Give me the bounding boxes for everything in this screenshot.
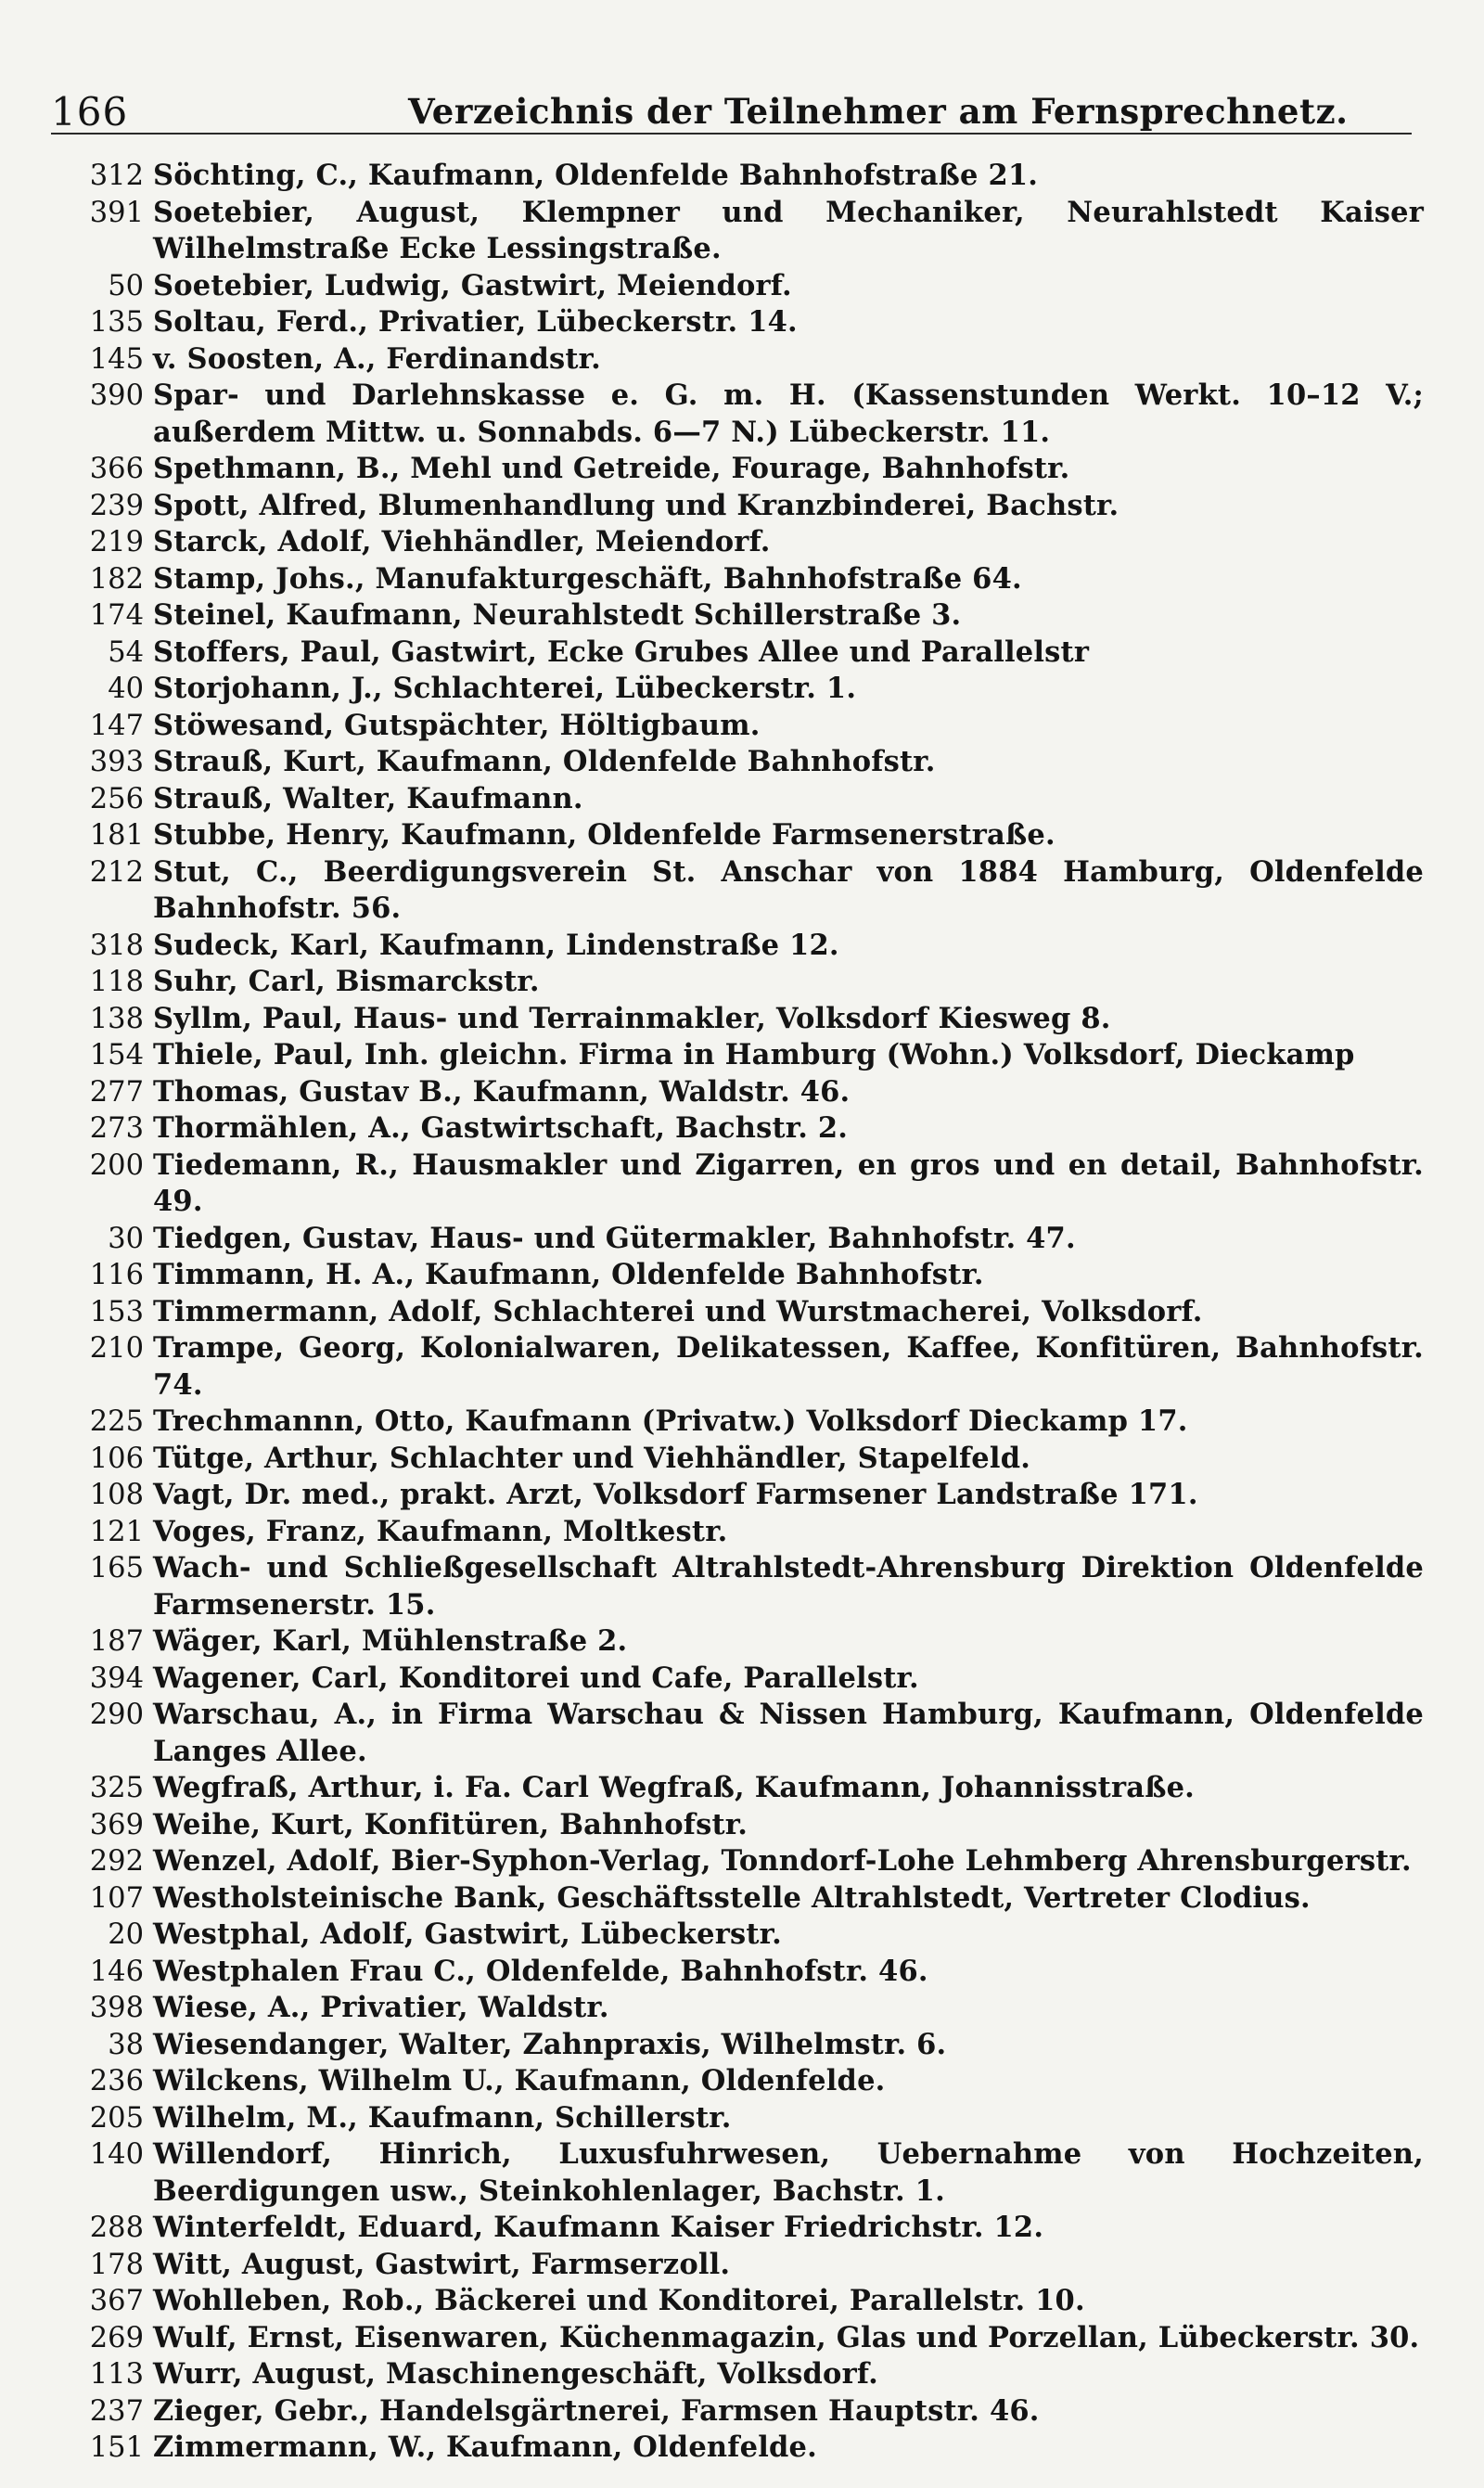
subscriber-entry: Tütge, Arthur, Schlachter und Viehhändler, Stapelfeld. xyxy=(153,1441,1031,1475)
list-item xyxy=(51,1550,1434,1623)
subscriber-number: 174 xyxy=(89,599,144,632)
subscriber-number: 225 xyxy=(89,1405,144,1438)
subscriber-entry: Thormählen, A., Gastwirtschaft, Bachstr. 2. xyxy=(153,1111,849,1145)
subscriber-number: 54 xyxy=(108,635,144,669)
subscriber-number: 256 xyxy=(89,782,144,815)
subscriber-entry: Strauß, Kurt, Kaufmann, Oldenfelde Bahnhofstr. xyxy=(153,745,936,778)
subscriber-number: 292 xyxy=(89,1845,144,1878)
subscriber-number: 325 xyxy=(89,1772,144,1804)
subscriber-number: 219 xyxy=(89,526,144,558)
subscriber-entry: Wohlleben, Rob., Bäckerei und Konditorei, Parallelstr. 10. xyxy=(153,2284,1085,2317)
list-item xyxy=(51,524,1424,561)
page-number: 166 xyxy=(51,89,129,135)
list-item xyxy=(51,854,1434,928)
list-item xyxy=(51,1294,1424,1331)
list-item xyxy=(51,597,1424,635)
list-item xyxy=(51,2430,1424,2467)
subscriber-number: 236 xyxy=(89,2065,144,2097)
subscriber-number: 391 xyxy=(89,196,144,229)
subscriber-entry: Witt, August, Gastwirt, Farmserzoll. xyxy=(153,2247,731,2281)
subscriber-entry: Steinel, Kaufmann, Neurahlstedt Schillerstraße 3. xyxy=(153,598,962,632)
subscriber-entry: Spar- und Darlehnskasse e. G. m. H. (Kassenstunden Werkt. 10–12 V.; außerdem Mittw. u. Sonnabds. 6—7 N.) Lübeckerstr. 11. xyxy=(153,378,1434,449)
subscriber-number: 182 xyxy=(89,562,144,596)
subscriber-entry: Voges, Franz, Kaufmann, Moltkestr. xyxy=(153,1514,728,1548)
subscriber-entry: Wilhelm, M., Kaufmann, Schillerstr. xyxy=(153,2100,732,2135)
subscriber-entry: Zimmermann, W., Kaufmann, Oldenfelde. xyxy=(153,2430,817,2464)
list-item xyxy=(51,1661,1424,1698)
subscriber-entry: Stoffers, Paul, Gastwirt, Ecke Grubes Allee und Parallelstr xyxy=(153,635,1090,669)
list-item xyxy=(51,1001,1424,1038)
list-item xyxy=(51,1037,1424,1074)
subscriber-entry: Wegfraß, Arthur, i. Fa. Carl Wegfraß, Kaufmann, Johannisstraße. xyxy=(153,1771,1195,1804)
subscriber-number: 153 xyxy=(89,1295,144,1328)
list-item xyxy=(51,671,1424,708)
list-item xyxy=(51,1623,1424,1661)
subscriber-number: 312 xyxy=(89,160,144,192)
subscriber-number: 277 xyxy=(89,1075,144,1109)
list-item xyxy=(51,2063,1424,2100)
subscriber-entry: Wenzel, Adolf, Bier-Syphon-Verlag, Tonndorf-Lohe Lehmberg Ahrensburgerstr. xyxy=(153,1844,1412,1878)
list-item xyxy=(51,635,1424,672)
list-item xyxy=(51,2027,1424,2064)
subscriber-number: 106 xyxy=(89,1442,144,1475)
subscriber-number: 50 xyxy=(108,269,144,302)
subscriber-number: 140 xyxy=(89,2138,144,2171)
subscriber-number: 147 xyxy=(89,709,144,742)
list-item xyxy=(51,304,1424,341)
subscriber-list xyxy=(51,158,1434,2467)
subscriber-number: 108 xyxy=(89,1479,144,1511)
list-item xyxy=(51,1148,1434,1221)
list-item xyxy=(51,1807,1424,1844)
list-item xyxy=(51,1990,1424,2027)
list-item xyxy=(51,268,1424,305)
subscriber-number: 200 xyxy=(89,1148,144,1182)
subscriber-entry: Timmann, H. A., Kaufmann, Oldenfelde Bahnhofstr. xyxy=(153,1258,984,1291)
list-item xyxy=(51,488,1424,525)
list-item xyxy=(51,1514,1424,1551)
subscriber-number: 212 xyxy=(89,855,144,889)
subscriber-entry: Wach- und Schließgesellschaft Altrahlstedt-Ahrensburg Direktion Oldenfelde Farmsenerstr. 15. xyxy=(153,1551,1434,1622)
list-item xyxy=(51,2136,1434,2210)
subscriber-number: 138 xyxy=(89,1002,144,1035)
subscriber-number: 135 xyxy=(89,306,144,339)
subscriber-entry: Wiesendanger, Walter, Zahnpraxis, Wilhelmstr. 6. xyxy=(153,2027,947,2061)
list-item xyxy=(51,1954,1424,1991)
list-item xyxy=(51,378,1434,451)
subscriber-number: 121 xyxy=(89,1515,144,1548)
list-item xyxy=(51,451,1424,488)
list-item xyxy=(51,195,1434,268)
subscriber-entry: Syllm, Paul, Haus- und Terrainmakler, Volksdorf Kiesweg 8. xyxy=(153,1001,1111,1035)
subscriber-entry: Stubbe, Henry, Kaufmann, Oldenfelde Farmsenerstraße. xyxy=(153,818,1055,852)
subscriber-entry: Stamp, Johs., Manufakturgeschäft, Bahnhofstraße 64. xyxy=(153,561,1022,596)
list-item xyxy=(51,2320,1424,2357)
list-item xyxy=(51,158,1424,195)
subscriber-entry: Spott, Alfred, Blumenhandlung und Kranzbinderei, Bachstr. xyxy=(153,488,1119,522)
list-item xyxy=(51,1843,1424,1880)
header-rule xyxy=(51,133,1412,135)
subscriber-number: 367 xyxy=(89,2285,144,2317)
subscriber-number: 239 xyxy=(89,489,144,522)
subscriber-entry: Winterfeldt, Eduard, Kaufmann Kaiser Friedrichstr. 12. xyxy=(153,2211,1044,2244)
subscriber-entry: Spethmann, B., Mehl und Getreide, Fourage, Bahnhofstr. xyxy=(153,452,1070,485)
subscriber-entry: Söchting, C., Kaufmann, Oldenfelde Bahnhofstraße 21. xyxy=(153,159,1039,192)
list-item xyxy=(51,2393,1424,2430)
subscriber-entry: Stut, C., Beerdigungsverein St. Anschar von 1884 Hamburg, Oldenfelde Bahnhofstr. 56. xyxy=(153,854,1434,925)
subscriber-entry: Westphalen Frau C., Oldenfelde, Bahnhofstr. 46. xyxy=(153,1954,928,1988)
subscriber-entry: Trechmannn, Otto, Kaufmann (Privatw.) Volksdorf Dieckamp 17. xyxy=(153,1404,1188,1438)
list-item xyxy=(51,708,1424,745)
subscriber-entry: Westholsteinische Bank, Geschäftsstelle Altrahlstedt, Vertreter Clodius. xyxy=(153,1880,1311,1915)
subscriber-entry: Westphal, Adolf, Gastwirt, Lübeckerstr. xyxy=(153,1917,782,1951)
subscriber-number: 288 xyxy=(89,2212,144,2244)
subscriber-number: 20 xyxy=(108,1918,144,1951)
page-header xyxy=(51,82,1412,134)
subscriber-entry: Thomas, Gustav B., Kaufmann, Waldstr. 46. xyxy=(153,1074,851,1109)
subscriber-number: 145 xyxy=(89,342,144,376)
subscriber-number: 369 xyxy=(89,1808,144,1841)
subscriber-entry: Wagener, Carl, Konditorei und Cafe, Parallelstr. xyxy=(153,1661,919,1695)
subscriber-entry: Stöwesand, Gutspächter, Höltigbaum. xyxy=(153,708,761,742)
list-item xyxy=(51,2356,1424,2393)
subscriber-entry: Soltau, Ferd., Privatier, Lübeckerstr. 14. xyxy=(153,305,798,339)
subscriber-entry: Timmermann, Adolf, Schlachterei und Wurstmacherei, Volksdorf. xyxy=(153,1294,1203,1328)
list-item xyxy=(51,2283,1424,2320)
subscriber-entry: Warschau, A., in Firma Warschau & Nissen Hamburg, Kaufmann, Oldenfelde Langes Allee. xyxy=(153,1698,1434,1768)
subscriber-entry: Weihe, Kurt, Konfitüren, Bahnhofstr. xyxy=(153,1807,748,1841)
subscriber-number: 187 xyxy=(89,1625,144,1658)
subscriber-entry: Willendorf, Hinrich, Luxusfuhrwesen, Uebernahme von Hochzeiten, Beerdigungen usw., Steinkohlenlager, Bachstr. 1. xyxy=(153,2137,1434,2208)
subscriber-number: 178 xyxy=(89,2248,144,2281)
list-item xyxy=(51,1880,1424,1917)
list-item xyxy=(51,1257,1424,1294)
subscriber-number: 40 xyxy=(108,673,144,705)
subscriber-entry: Wulf, Ernst, Eisenwaren, Küchenmagazin, Glas und Porzellan, Lübeckerstr. 30. xyxy=(153,2320,1420,2354)
list-item xyxy=(51,744,1424,781)
list-item xyxy=(51,781,1424,818)
subscriber-number: 107 xyxy=(89,1881,144,1915)
subscriber-number: 366 xyxy=(89,453,144,485)
subscriber-number: 38 xyxy=(108,2028,144,2061)
subscriber-number: 210 xyxy=(89,1332,144,1365)
subscriber-entry: Tiedemann, R., Hausmakler und Zigarren, en gros und en detail, Bahnhofstr. 49. xyxy=(153,1148,1434,1218)
subscriber-number: 393 xyxy=(89,746,144,778)
list-item xyxy=(51,1477,1424,1514)
subscriber-number: 154 xyxy=(89,1039,144,1071)
page-title: Verzeichnis der Teilnehmer am Fernsprechnetz. xyxy=(408,91,1349,132)
subscriber-number: 390 xyxy=(89,379,144,412)
list-item xyxy=(51,561,1424,598)
subscriber-entry: Soetebier, Ludwig, Gastwirt, Meiendorf. xyxy=(153,268,792,302)
subscriber-number: 113 xyxy=(89,2358,144,2391)
subscriber-entry: Vagt, Dr. med., prakt. Arzt, Volksdorf Farmsener Landstraße 171. xyxy=(153,1478,1198,1511)
subscriber-entry: Wurr, August, Maschinengeschäft, Volksdorf. xyxy=(153,2357,878,2391)
subscriber-number: 118 xyxy=(89,966,144,998)
subscriber-number: 165 xyxy=(89,1552,144,1584)
subscriber-number: 116 xyxy=(89,1259,144,1291)
list-item xyxy=(51,1110,1424,1148)
subscriber-number: 205 xyxy=(89,2101,144,2135)
list-item xyxy=(51,1221,1424,1258)
subscriber-number: 269 xyxy=(89,2321,144,2354)
subscriber-number: 273 xyxy=(89,1112,144,1145)
subscriber-entry: Suhr, Carl, Bismarckstr. xyxy=(153,965,540,998)
subscriber-entry: Wiese, A., Privatier, Waldstr. xyxy=(153,1991,609,2024)
subscriber-number: 318 xyxy=(89,929,144,962)
list-item xyxy=(51,1330,1434,1404)
subscriber-entry: Soetebier, August, Klempner und Mechaniker, Neurahlstedt Kaiser Wilhelmstraße Ecke Lessingstraße. xyxy=(153,195,1434,265)
subscriber-entry: Zieger, Gebr., Handelsgärtnerei, Farmsen Hauptstr. 46. xyxy=(153,2393,1040,2428)
subscriber-number: 181 xyxy=(89,819,144,852)
list-item xyxy=(51,817,1424,854)
subscriber-entry: Strauß, Walter, Kaufmann. xyxy=(153,781,583,815)
subscriber-number: 30 xyxy=(108,1222,144,1255)
subscriber-entry: Trampe, Georg, Kolonialwaren, Delikatessen, Kaffee, Konfitüren, Bahnhofstr. 74. xyxy=(153,1331,1434,1402)
subscriber-entry: v. Soosten, A., Ferdinandstr. xyxy=(153,341,601,376)
list-item xyxy=(51,2247,1424,2284)
list-item xyxy=(51,1074,1424,1111)
list-item xyxy=(51,928,1424,965)
subscriber-number: 146 xyxy=(89,1955,144,1988)
subscriber-number: 237 xyxy=(89,2394,144,2428)
list-item xyxy=(51,341,1424,378)
subscriber-number: 398 xyxy=(89,1992,144,2024)
subscriber-number: 290 xyxy=(89,1699,144,1731)
subscriber-entry: Sudeck, Karl, Kaufmann, Lindenstraße 12. xyxy=(153,928,839,962)
list-item xyxy=(51,1697,1434,1770)
list-item xyxy=(51,2100,1424,2137)
list-item xyxy=(51,2210,1424,2247)
subscriber-entry: Storjohann, J., Schlachterei, Lübeckerstr. 1. xyxy=(153,672,857,705)
subscriber-entry: Starck, Adolf, Viehhändler, Meiendorf. xyxy=(153,525,771,558)
list-item xyxy=(51,1917,1424,1954)
subscriber-number: 394 xyxy=(89,1661,144,1695)
subscriber-entry: Wilckens, Wilhelm U., Kaufmann, Oldenfelde. xyxy=(153,2064,886,2097)
subscriber-entry: Wäger, Karl, Mühlenstraße 2. xyxy=(153,1624,628,1658)
list-item xyxy=(51,1770,1424,1807)
list-item xyxy=(51,1441,1424,1478)
list-item xyxy=(51,964,1424,1001)
subscriber-number: 151 xyxy=(89,2431,144,2464)
subscriber-entry: Thiele, Paul, Inh. gleichn. Firma in Hamburg (Wohn.) Volksdorf, Dieckamp xyxy=(153,1038,1355,1071)
subscriber-entry: Tiedgen, Gustav, Haus- und Gütermakler, Bahnhofstr. 47. xyxy=(153,1221,1076,1255)
list-item xyxy=(51,1404,1424,1441)
